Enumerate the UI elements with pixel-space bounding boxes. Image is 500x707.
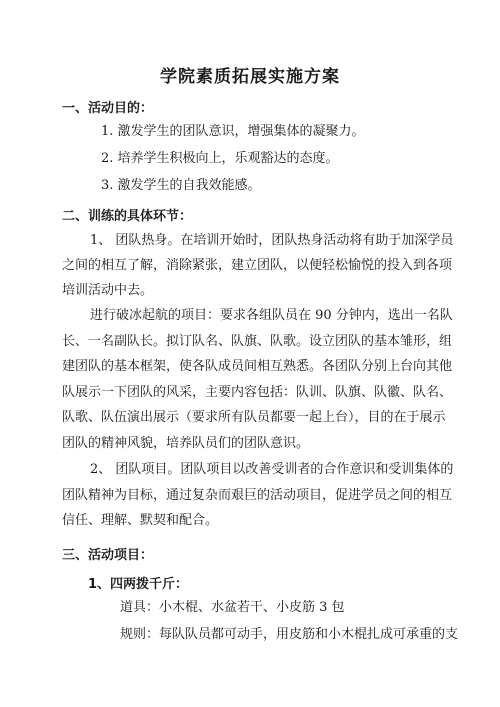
paragraph-line: 建团队的基本框架，使各队成员间相互熟悉。各团队分别上台向其他 [62,359,453,374]
purpose-item: 3. 激发学生的自我效能感。 [101,178,261,193]
paragraph-line: 团队精神为目标，通过复杂而艰巨的活动项目，促进学员之间的相互 [62,488,453,503]
activity-tools: 道具：小木棍、水盆若干、小皮筋 3 包 [120,600,345,615]
paragraph-line: 队展示一下团队的风采，主要内容包括：队训、队旗、队徽、队名、 [62,385,453,400]
section-heading-training: 二、训练的具体环节： [62,209,193,224]
purpose-item: 2. 培养学生积极向上，乐观豁达的态度。 [101,151,339,166]
purpose-item: 1. 激发学生的团队意识，增强集体的凝聚力。 [101,124,365,139]
paragraph-line: 培训活动中去。 [62,283,154,298]
paragraph-line: 之间的相互了解，消除紧张，建立团队，以便轻松愉悦的投入到各项 [62,258,453,273]
document-title: 学院素质拓展实施方案 [160,67,340,87]
paragraph-line: 2、 团队项目。团队项目以改善受训者的合作意识和受训集体的 [90,462,454,477]
section-heading-activities: 三、活动项目： [62,548,154,563]
activity-rules: 规则：每队队员都可动手，用皮筋和小木棍扎成可承重的支 [120,627,459,642]
activity-sub-heading: 1、四两拨千斤： [88,577,189,592]
paragraph-line: 队歌、队伍演出展示（要求所有队员都要一起上台），目的在于展示 [62,410,446,425]
paragraph-line: 信任、理解、默契和配合。 [62,513,219,528]
section-heading-purpose: 一、活动目的： [62,101,154,116]
paragraph-line: 团队的精神风貌，培养队员们的团队意识。 [62,436,310,451]
paragraph-line: 进行破冰起航的项目：要求各组队员在 90 分钟内，选出一名队 [90,308,453,323]
paragraph-line: 1、 团队热身。在培训开始时，团队热身活动将有助于加深学员 [90,233,454,248]
paragraph-line: 长、一名副队长。拟订队名、队旗、队歌。设立团队的基本雏形，组 [62,334,453,349]
